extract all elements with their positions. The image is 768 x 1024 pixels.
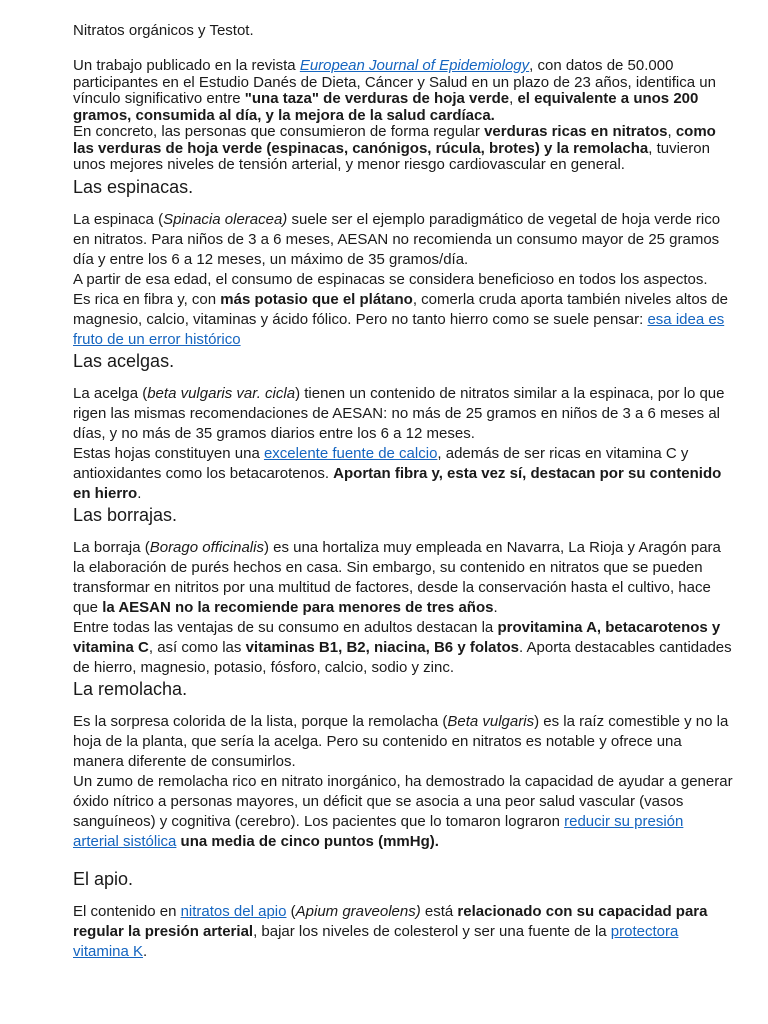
text: , [667, 123, 676, 140]
text: Es rica en fibra y, con [73, 290, 221, 308]
text: El contenido en [73, 902, 181, 920]
text: Entre todas las ventajas de su consumo en adultos destacan la [73, 618, 498, 636]
presion-arterial-link[interactable]: reducir su presión arterial sistólica [73, 812, 684, 850]
text: . Aporta destacables cantidades de hierro, magnesio, potasio, fósforo, calcio, sodio y zinc. [73, 638, 732, 676]
vitamina-k-link[interactable]: protectora vitamina K [73, 922, 679, 960]
text: ) tienen un contenido de nitratos similar a la espinaca, por lo que rigen las mismas recomendaciones de AESAN: no más de 25 gramos en niños de 3 a 6 meses al días, y no más de 35 gramos diarios entre los 6 a 12 meses. [73, 384, 725, 442]
paragraph [73, 772, 733, 852]
bold-text: más potasio que el plátano [220, 290, 413, 308]
bold-text: verduras ricas en nitratos [484, 123, 668, 140]
bold-text: la AESAN no la recomiende para menores de tres años [102, 598, 494, 616]
text: La espinaca ( [73, 210, 164, 228]
section-heading: Las borrajas. [73, 504, 178, 525]
bold-text: Aportan fibra y, esta vez sí, destacan por su contenido en hierro [73, 464, 722, 502]
text: , así como las [148, 638, 246, 656]
text: ) es la raíz comestible y no la hoja de la planta, que sería la acelga. Pero su contenido en nitratos es notable y ofrece una manera diferente de consumirlos. [73, 712, 729, 770]
text: suele ser el ejemplo paradigmático de vegetal de hoja verde rico en nitratos. Para niños de 3 a 6 meses, AESAN no recomienda un consumo mayor de 25 gramos día y entre los 6 a 12 meses, un máximo de 35 gramos/día. [73, 210, 721, 268]
section-heading: Las acelgas. [73, 350, 175, 371]
italic-text: Spinacia oleracea) [163, 210, 288, 228]
italic-text: beta vulgaris var. cicla [147, 384, 296, 402]
paragraph [73, 902, 733, 962]
paragraph [73, 384, 733, 444]
text: La acelga ( [73, 384, 148, 402]
text: , comerla cruda aporta también niveles altos de magnesio, calcio, vitaminas y ácido fólico. Pero no tanto hierro como se suele pensar: [73, 290, 729, 328]
text: , además de ser ricas en vitamina C y antioxidantes como los betacarotenos. [73, 444, 689, 482]
text: está [420, 902, 458, 920]
text: En concreto, las personas que consumieron de forma regular [73, 123, 485, 140]
bold-text: el equivalente a unos 200 gramos, consumida al día, y la mejora de la salud cardíaca. [73, 90, 699, 124]
text: , bajar los niveles de colesterol y ser una fuente de la [253, 922, 611, 940]
bold-text: como las verduras de hoja verde (espinacas, canónigos, rúcula, brotes) y la remolacha [73, 123, 716, 157]
spacer [73, 852, 733, 868]
italic-text: Beta vulgaris [447, 712, 535, 730]
text: . [137, 484, 142, 502]
bold-text: una media de cinco puntos (mmHg). [176, 832, 439, 850]
text: ) es una hortaliza muy empleada en Navarra, La Rioja y Aragón para la elaboración de purés hechos en casa. Sin embargo, su contenido en nitratos que se pueden transformar en nitritos por una multitud de factores, desde la conservación hasta el cultivo, hace que [73, 538, 721, 616]
text: , [509, 90, 518, 107]
section-borrajas [73, 504, 733, 678]
section-acelgas [73, 350, 733, 504]
section-heading: Las espinacas. [73, 176, 194, 197]
section-heading: El apio. [73, 868, 134, 889]
paragraph [73, 444, 733, 504]
section-remolacha [73, 678, 733, 852]
section-heading: La remolacha. [73, 678, 188, 699]
intro-paragraph-1 [73, 58, 733, 124]
bold-text: vitaminas B1, B2, niacina, B6 y folatos [245, 638, 519, 656]
text: . [143, 942, 148, 960]
text: Es la sorpresa colorida de la lista, porque la remolacha ( [73, 712, 448, 730]
section-apio [73, 868, 733, 962]
paragraph [73, 538, 733, 618]
text: , con datos de 50.000 participantes en el Estudio Danés de Dieta, Cáncer y Salud en un plazo de 23 años, identifica un vínculo significativo entre [73, 57, 716, 107]
article [73, 22, 733, 962]
paragraph [73, 290, 733, 350]
text: ( [286, 902, 296, 920]
fuente-calcio-link[interactable]: excelente fuente de calcio [263, 444, 438, 462]
bold-text: provitamina A, betacarotenos y vitamina C [73, 618, 721, 656]
journal-link[interactable]: European Journal of Epidemiology [299, 57, 530, 74]
italic-text: Apium graveolens) [295, 902, 421, 920]
paragraph [73, 618, 733, 678]
text: Un zumo de remolacha rico en nitrato inorgánico, ha demostrado la capacidad de ayudar a generar óxido nítrico a personas mayores, un déficit que se asocia a una peor salud vascular (vasos sanguíneos) y cognitiva (cerebro). Los pacientes que lo tomaron lograron [73, 772, 733, 830]
paragraph [73, 712, 733, 772]
error-historico-link[interactable]: esa idea es fruto de un error histórico [73, 310, 725, 348]
bold-text: relacionado con su capacidad para regular la presión arterial [73, 902, 708, 940]
section-espinacas [73, 176, 733, 350]
document-title: Nitratos orgánicos y Testot. [73, 22, 254, 39]
paragraph: A partir de esa edad, el consumo de espinacas se considera beneficioso en todos los aspectos. [73, 270, 708, 288]
text: Estas hojas constituyen una [73, 444, 264, 462]
text: Un trabajo publicado en la revista [73, 57, 300, 74]
paragraph [73, 210, 733, 270]
nitratos-apio-link[interactable]: nitratos del apio [180, 902, 287, 920]
text: La borraja ( [73, 538, 150, 556]
bold-text: "una taza" de verduras de hoja verde [244, 90, 510, 107]
intro-paragraph-2 [73, 124, 733, 174]
intro-section [73, 58, 733, 174]
text: . [493, 598, 498, 616]
italic-text: Borago officinalis [149, 538, 264, 556]
text: , tuvieron unos mejores niveles de tensión arterial, y menor riesgo cardiovascular en general. [73, 139, 710, 173]
